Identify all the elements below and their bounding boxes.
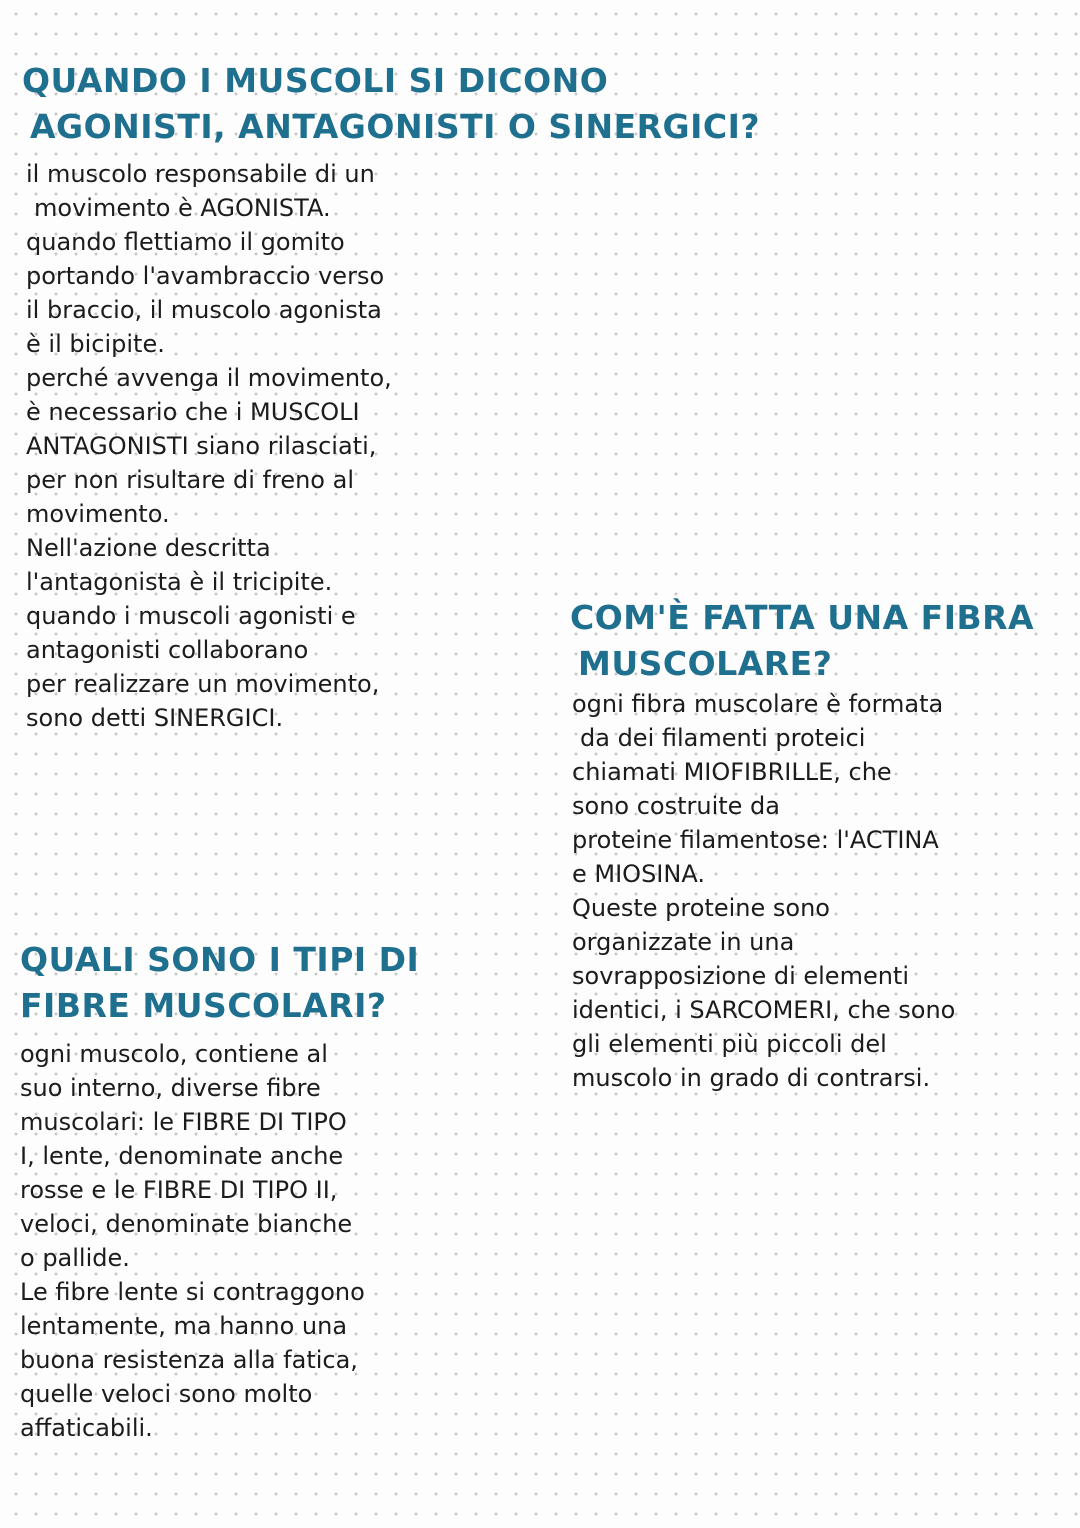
text-line: Nell'azione descritta xyxy=(26,534,271,562)
text-line: sono detti SINERGICI. xyxy=(26,704,284,732)
text-line: quelle veloci sono molto xyxy=(20,1380,313,1408)
text-line: I, lente, denominate anche xyxy=(20,1142,344,1170)
text-agonisti-antagonisti xyxy=(26,157,392,735)
text-line: per non risultare di freno al xyxy=(26,466,354,494)
text-line: il braccio, il muscolo agonista xyxy=(26,296,382,324)
heading-fibra-muscolare xyxy=(570,595,1034,687)
text-line: da dei filamenti proteici xyxy=(580,724,866,752)
text-line: muscolo in grado di contrarsi. xyxy=(572,1064,931,1092)
text-line: movimento. xyxy=(26,500,170,528)
text-line: rosse e le FIBRE DI TIPO II, xyxy=(20,1176,338,1204)
text-line: quando flettiamo il gomito xyxy=(26,228,345,256)
text-line: muscolari: le FIBRE DI TIPO xyxy=(20,1108,347,1136)
text-line: sono costruite da xyxy=(572,792,780,820)
heading-line: QUANDO I MUSCOLI SI DICONO xyxy=(22,61,609,100)
text-line: ogni muscolo, contiene al xyxy=(20,1040,328,1068)
text-tipi-fibre xyxy=(20,1037,365,1445)
text-line: veloci, denominate bianche xyxy=(20,1210,353,1238)
text-line: proteine filamentose: l'ACTINA xyxy=(572,826,939,854)
text-line: è necessario che i MUSCOLI xyxy=(26,398,360,426)
text-line: affaticabili. xyxy=(20,1414,153,1442)
text-line: o pallide. xyxy=(20,1244,130,1272)
text-line: antagonisti collaborano xyxy=(26,636,309,664)
text-line: portando l'avambraccio verso xyxy=(26,262,385,290)
text-line: ANTAGONISTI siano rilasciati, xyxy=(26,432,377,460)
heading-line: MUSCOLARE? xyxy=(578,644,833,683)
heading-tipi-fibre xyxy=(20,937,419,1029)
text-fibra-muscolare xyxy=(572,687,955,1095)
heading-line: COM'È FATTA UNA FIBRA xyxy=(570,598,1035,637)
text-line: lentamente, ma hanno una xyxy=(20,1312,348,1340)
text-line: buona resistenza alla fatica, xyxy=(20,1346,358,1374)
heading-line: AGONISTI, ANTAGONISTI O SINERGICI? xyxy=(30,107,761,146)
text-line: perché avvenga il movimento, xyxy=(26,364,392,392)
text-line: movimento è AGONISTA. xyxy=(34,194,331,222)
text-line: sovrapposizione di elementi xyxy=(572,962,910,990)
text-line: Le fibre lente si contraggono xyxy=(20,1278,365,1306)
text-line: ogni fibra muscolare è formata xyxy=(572,690,944,718)
text-line: per realizzare un movimento, xyxy=(26,670,380,698)
text-line: organizzate in una xyxy=(572,928,795,956)
text-line: gli elementi più piccoli del xyxy=(572,1030,887,1058)
text-line: chiamati MIOFIBRILLE, che xyxy=(572,758,892,786)
text-line: identici, i SARCOMERI, che sono xyxy=(572,996,956,1024)
heading-line: QUALI SONO I TIPI DI xyxy=(20,940,420,979)
text-line: suo interno, diverse fibre xyxy=(20,1074,321,1102)
text-line: quando i muscoli agonisti e xyxy=(26,602,356,630)
text-line: Queste proteine sono xyxy=(572,894,830,922)
heading-line: FIBRE MUSCOLARI? xyxy=(20,986,387,1025)
text-line: e MIOSINA. xyxy=(572,860,705,888)
text-line: è il bicipite. xyxy=(26,330,165,358)
heading-agonisti-antagonisti-sinergici xyxy=(22,58,760,150)
text-line: l'antagonista è il tricipite. xyxy=(26,568,333,596)
text-line: il muscolo responsabile di un xyxy=(26,160,375,188)
